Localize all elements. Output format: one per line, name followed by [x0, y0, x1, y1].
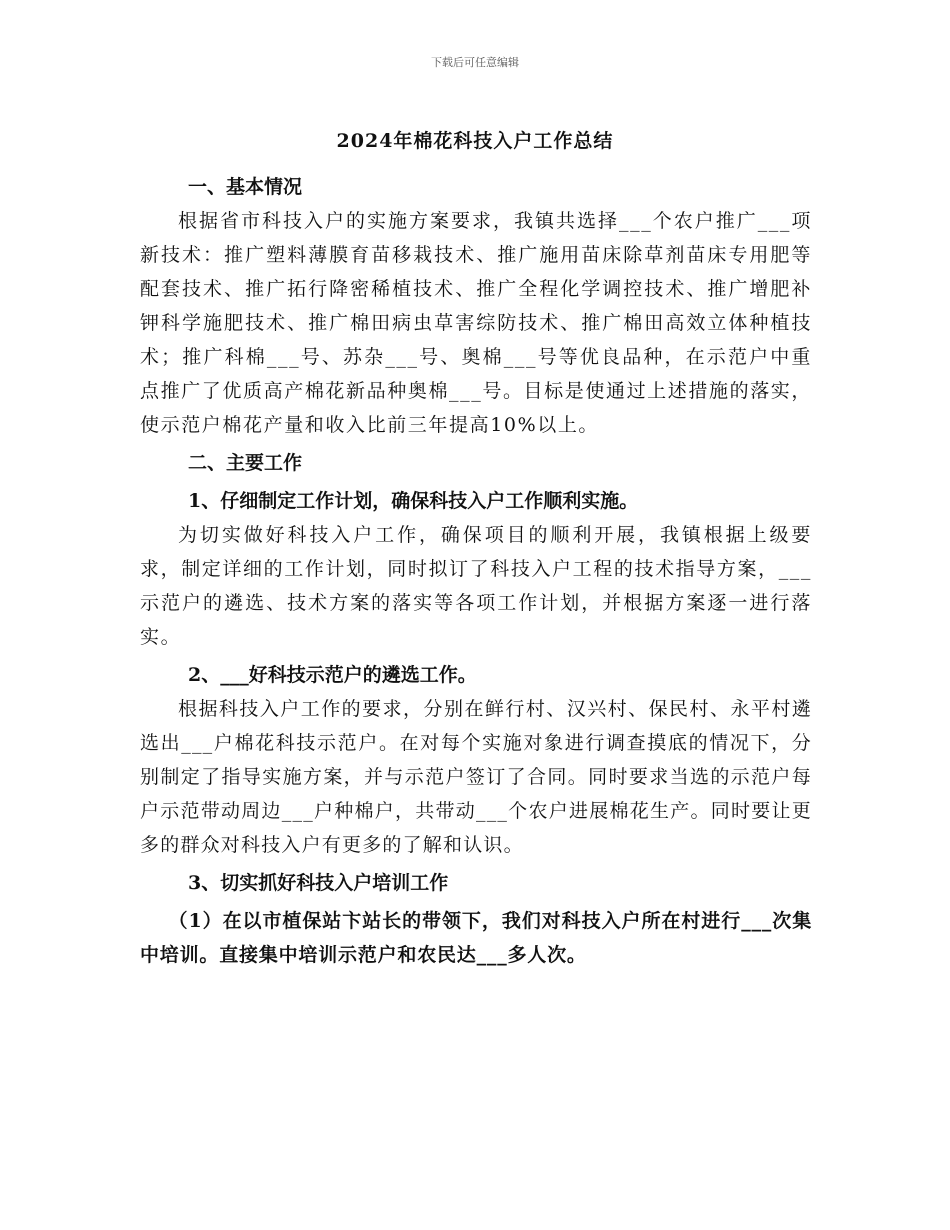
- section-heading-basic: 一、基本情况: [188, 176, 303, 198]
- subheading-work-plan: 1、仔细制定工作计划，确保科技入户工作顺利实施。: [188, 490, 639, 512]
- section-heading-main-work: 二、主要工作: [188, 452, 303, 474]
- paragraph-training-1: （1）在以市植保站卞站长的带领下，我们对科技入户所在村进行___次集中培训。直接集中培训示范户和农民达___多人次。: [140, 910, 812, 966]
- document-title: 2024年棉花科技入户工作总结: [336, 130, 614, 152]
- subheading-selection: 2、___好科技示范户的遴选工作。: [188, 664, 477, 686]
- subheading-training: 3、切实抓好科技入户培训工作: [188, 872, 449, 894]
- document-body: [140, 170, 812, 972]
- header-note: 下载后可任意编辑: [431, 56, 519, 69]
- paragraph-selection: 根据科技入户工作的要求，分别在鲜行村、汉兴村、保民村、永平村遴选出___户棉花科技示范户。在对每个实施对象进行调查摸底的情况下，分别制定了指导实施方案，并与示范户签订了合同。同时要求当选的示范户每户示范带动周边___户种棉户，共带动___个农户进展棉花生产。同时要让更多的群众对科技入户有更多的了解和认识。: [140, 698, 812, 856]
- paragraph-work-plan: 为切实做好科技入户工作，确保项目的顺利开展，我镇根据上级要求，制定详细的工作计划，同时拟订了科技入户工程的技术指导方案，___示范户的遴选、技术方案的落实等各项工作计划，并根据方案逐一进行落实。: [140, 524, 812, 648]
- paragraph-basic-situation: 根据省市科技入户的实施方案要求，我镇共选择___个农户推广___项新技术：推广塑料薄膜育苗移栽技术、推广施用苗床除草剂苗床专用肥等配套技术、推广拓行降密稀植技术、推广全程化学调控技术、推广增肥补钾科学施肥技术、推广棉田病虫草害综防技术、推广棉田高效立体种植技术；推广科棉___号、苏杂___号、奥棉___号等优良品种，在示范户中重点推广了优质高产棉花新品种奥棉___号。目标是使通过上述措施的落实，使示范户棉花产量和收入比前三年提高10%以上。: [140, 210, 812, 436]
